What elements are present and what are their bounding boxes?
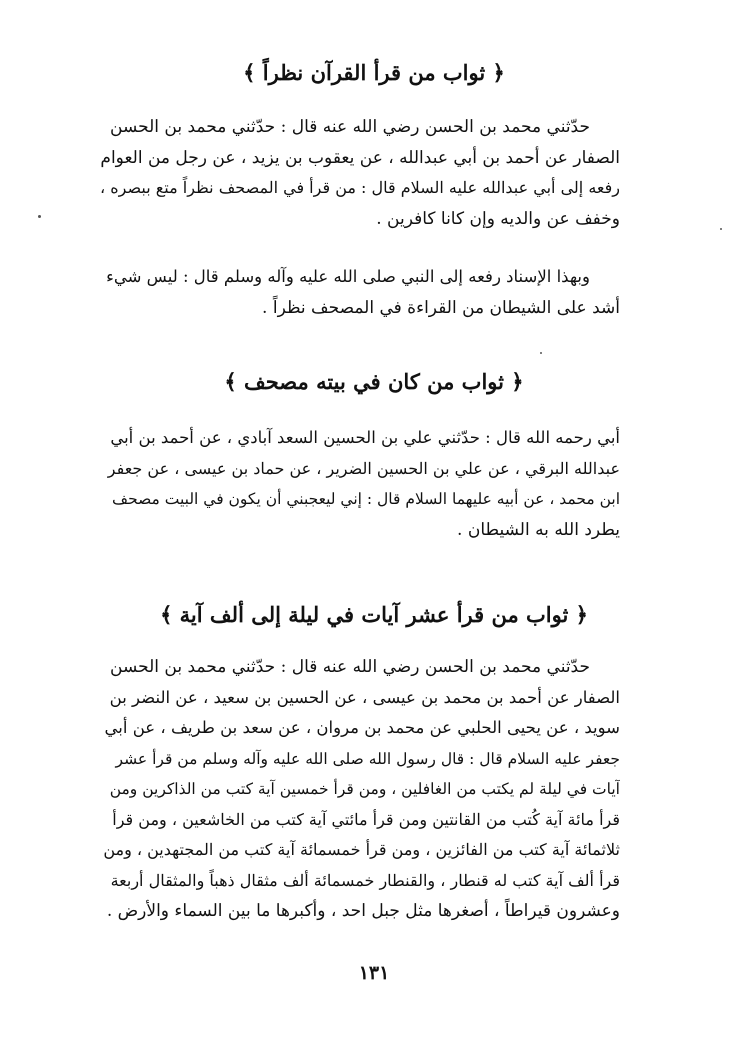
text-line: عبدالله البرقي ، عن علي بن الحسين الضرير ، عن حماد بن عيسى ، عن جعفر <box>107 458 620 478</box>
text-line: آيات في ليلة لم يكتب من الغافلين ، ومن قرأ خمسين آية كتب من الذاكرين ومن <box>109 780 620 798</box>
paragraph-mushaf-in-house <box>100 423 620 545</box>
text-line: سويد ، عن يحيى الحلبي عن محمد بن مروان ، عن سعد بن طريف ، عن أبي <box>104 718 620 737</box>
text-line: أشد على الشيطان من القراءة في المصحف نظراً . <box>262 297 620 318</box>
text-line: الصفار عن أحمد بن محمد بن عيسى ، عن الحسين بن سعيد ، عن النضر بن <box>109 687 620 707</box>
text-line: وعشرون قيراطاً ، أصغرها مثل جبل احد ، وأكبرها ما بين السماء والأرض . <box>106 901 620 921</box>
text-line: حدّثني محمد بن الحسن رضي الله عنه قال : حدّثني محمد بن الحسن <box>110 657 590 677</box>
text-line: رفعه إلى أبي عبدالله عليه السلام قال : من قرأ في المصحف نظراً متع ببصره ، <box>100 178 620 197</box>
text-line: جعفر عليه السلام قال : قال رسول الله صلى الله عليه وآله وسلم من قرأ عشر <box>115 749 620 768</box>
section-heading-reading-quran: ﴿ ثواب من قرأ القرآن نظراً ﴾ <box>243 60 505 85</box>
text-line: يطرد الله به الشيطان . <box>457 519 620 540</box>
scan-speck <box>38 215 41 218</box>
section-heading-ten-to-thousand-verses: ﴿ ثواب من قرأ عشر آيات في ليلة إلى ألف آية ﴾ <box>160 602 588 627</box>
text-line: حدّثني محمد بن الحسن رضي الله عنه قال : حدّثني محمد بن الحسن <box>110 117 590 137</box>
paragraph-reading-quran-2 <box>100 262 620 323</box>
text-line: قرأ ألف آية كتب له قنطار ، والقنطار خمسمائة ألف مثقال ذهباً والمثقال أربعة <box>110 870 620 890</box>
section-heading-mushaf-in-house: ﴿ ثواب من كان في بيته مصحف ﴾ <box>224 369 524 394</box>
page-number: ١٣١ <box>358 962 390 984</box>
paragraph-ten-to-thousand-verses <box>100 652 620 927</box>
scan-speck <box>540 352 542 354</box>
text-line: ثلاثمائة آية كتب من الفائزين ، ومن قرأ خمسمائة آية كتب من المجتهدين ، ومن <box>103 840 620 859</box>
text-line: ابن محمد ، عن أبيه عليهما السلام قال : إني ليعجبني أن يكون في البيت مصحف <box>112 490 620 508</box>
paragraph-reading-quran-1 <box>100 112 620 234</box>
text-line: الصفار عن أحمد بن أبي عبدالله ، عن يعقوب بن يزيد ، عن رجل من العوام <box>100 147 620 168</box>
text-line: قرأ مائة آية كُتب من القانتين ومن قرأ مائتي آية كتب من الخاشعين ، ومن قرأ <box>112 809 620 829</box>
scan-speck <box>720 228 722 230</box>
text-line: وخفف عن والديه وإن كانا كافرين . <box>376 208 620 229</box>
text-line: وبهذا الإسناد رفعه إلى النبي صلى الله عليه وآله وسلم قال : ليس شيء <box>106 267 590 286</box>
text-line: أبي رحمه الله قال : حدّثني علي بن الحسين السعد آبادي ، عن أحمد بن أبي <box>110 428 620 447</box>
